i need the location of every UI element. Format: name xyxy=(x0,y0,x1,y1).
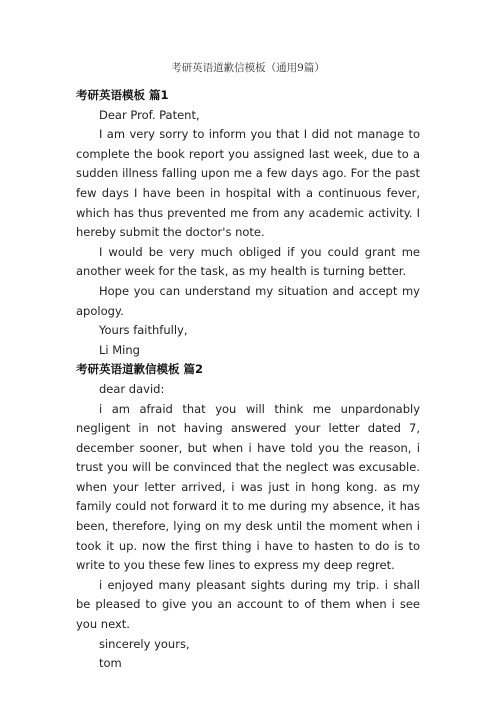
document-body xyxy=(76,86,420,674)
signature: Li Ming xyxy=(99,342,140,357)
salutation: dear david: xyxy=(99,381,165,396)
section-1 xyxy=(76,86,420,360)
closing: Yours faithfully, xyxy=(99,323,188,338)
section-2 xyxy=(76,360,420,674)
body-paragraph: i enjoyed many pleasant sights during my trip. i shall be pleased to give you an account to of them when i see you next. xyxy=(76,577,420,632)
section-heading: 考研英语道歉信模板 篇2 xyxy=(76,362,204,377)
document-title: 考研英语道歉信模板（通用9篇） xyxy=(171,62,325,74)
body-paragraph: I would be very much obliged if you could grant me another week for the task, as my health is turning better. xyxy=(76,244,420,279)
body-paragraph: i am afraid that you will think me unpardonably negligent in not having answered your letter dated 7, december sooner, but when i have told you the reason, i trust you will be convinced that the neglect was excusable. when your letter arrived, i was just in hong kong. as my family could not forward it to me during my absence, it has been, therefore, lying on my desk until the moment when i took it up. now the first thing i have to hasten to do is to write to you these few lines to express my deep regret. xyxy=(76,401,420,573)
body-paragraph: Hope you can understand my situation and accept my apology. xyxy=(76,283,420,318)
body-paragraph: I am very sorry to inform you that I did not manage to complete the book report you assigned last week, due to a sudden illness falling upon me a few days ago. For the past few days I have been in hospital with a continuous fever, which has thus prevented me from any academic activity. I hereby submit the doctor's note. xyxy=(76,127,420,240)
closing: sincerely yours, xyxy=(99,636,190,651)
section-heading: 考研英语模板 篇1 xyxy=(76,88,169,102)
signature: tom xyxy=(99,656,122,671)
salutation: Dear Prof. Patent, xyxy=(99,107,200,122)
